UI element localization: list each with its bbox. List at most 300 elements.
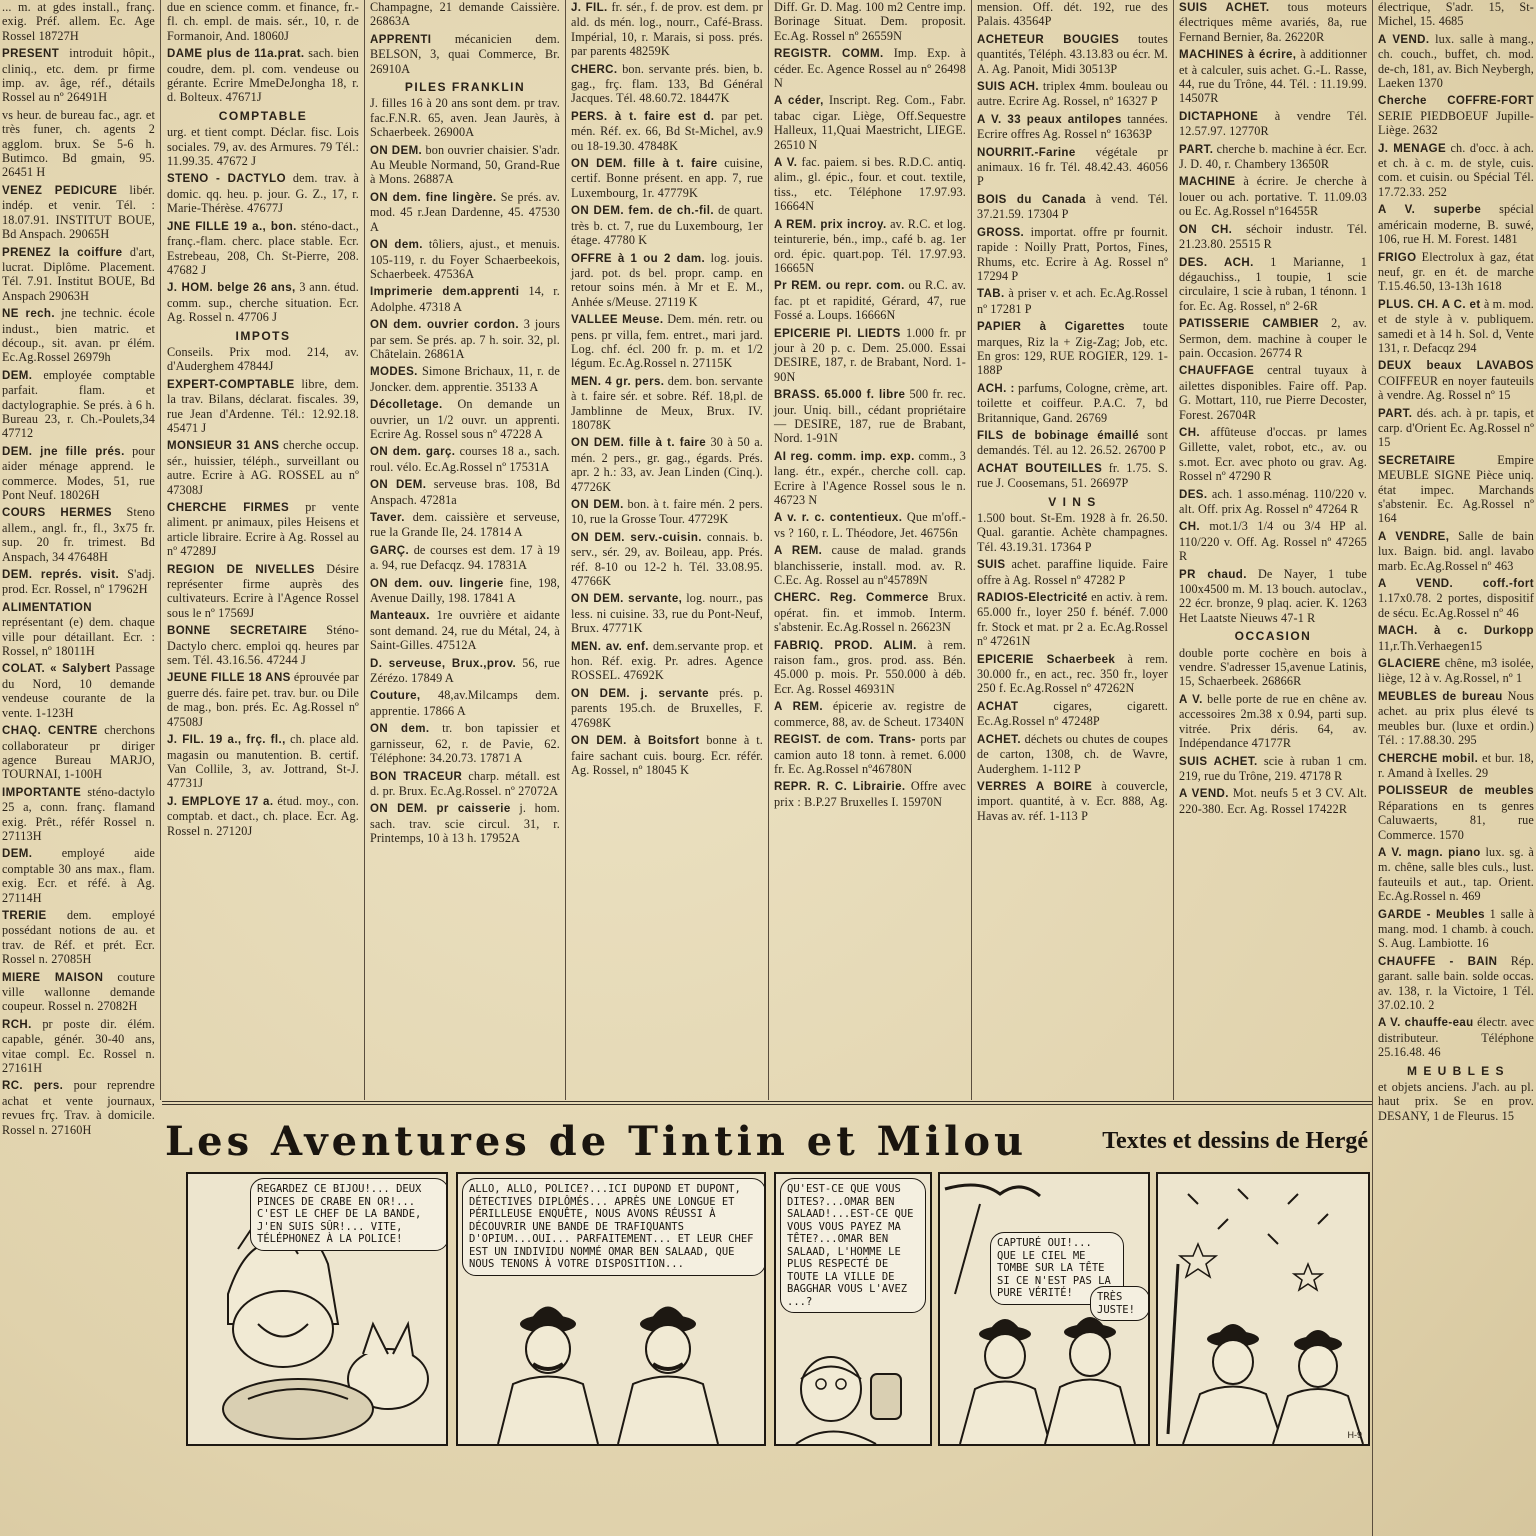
classified-ad-lead: ACHAT bbox=[977, 700, 1019, 713]
classified-ad-text: Réparations en ts genres Caluwaerts, 81, rue Commerce. 1570 bbox=[1378, 798, 1534, 842]
panel-4-speech-bubble-2: TRÈS JUSTE! bbox=[1090, 1286, 1150, 1321]
classified-ad-lead: FILS de bobinage émaillé bbox=[977, 429, 1140, 442]
classified-ad bbox=[368, 656, 562, 689]
classified-ad-text: en activ. à rem. 65.000 fr., loyer 250 f. bénéf. 7.000 fr. Stock et mat. pr 2 a. Ec.Ag.Rossel nº 47261N bbox=[977, 590, 1169, 649]
classified-ad-text: tôliers, ajust., et menuis. 105-119, r. du Foyer Schaerbeekois, Schaerbeek. 47536A bbox=[370, 237, 560, 281]
classified-ad-lead: ON DEM. serv.-cuisin. bbox=[571, 531, 702, 544]
classified-ad-text: prés. p. parents 195.ch. de Bruxelles, F. 47698K bbox=[571, 685, 763, 730]
classified-ad-lead: RC. pers. bbox=[2, 1080, 64, 1093]
classified-ad-lead: PATISSERIE CAMBIER bbox=[1179, 318, 1319, 331]
classified-ad bbox=[1177, 646, 1369, 692]
classified-ad bbox=[368, 364, 562, 397]
classified-ad bbox=[772, 543, 968, 590]
classified-ad bbox=[0, 908, 157, 970]
classified-ad-lead: A REM. bbox=[774, 545, 823, 558]
classified-ad-text: cause de malad. grands blanchisserie, install. mod. av. R. C.Ec. Ag. Rossel au nº45789N bbox=[774, 543, 966, 588]
classified-ad-lead: DEM. jne fille prés. bbox=[2, 445, 125, 458]
classified-ad-lead: MACH. à c. Durkopp bbox=[1378, 625, 1534, 638]
classified-ad-text: serveuse bras. 108, Bd Anspach. 47281a bbox=[370, 477, 560, 507]
classified-ad bbox=[569, 109, 765, 156]
classified-ad-text: importat. offre pr fournit. rapide : Noilly Pratt, Portos, Fines, Rhums, etc. Ecrire à Ag. Rossel nº 17294 P bbox=[977, 224, 1169, 283]
classified-ad bbox=[1376, 406, 1536, 453]
classified-ad-text: 1.17x0.78. 2 portes, dispositif de sécu. Ec.Ag.Rossel nº 46 bbox=[1378, 591, 1534, 620]
classified-ad-lead: J. FIL. 19 a., frç. fl., bbox=[167, 734, 286, 747]
classified-ad-text: Conseils. Prix mod. 214, av. d'Auderghem 47844J bbox=[167, 344, 359, 374]
classified-ad bbox=[368, 143, 562, 190]
classified-ad-text: log. nourr., pas less. ni cuisine. 33, rue du Pont-Neuf, Brux. 47771K bbox=[571, 591, 763, 636]
classified-ad bbox=[1376, 783, 1536, 845]
column-rule bbox=[1372, 0, 1373, 1536]
classified-ad-text: d'art, lucrat. Diplôme. Placement. Tél. 7.91. Institut BOUE, Bd Anspach 29063H bbox=[2, 244, 155, 303]
classified-ad-text: 30 à 50 a. mén. 2 pers., gr. gag., égards. Prés. apr. 2 h.: 33, av. Jean Linden (Cinq.). 47726K bbox=[571, 435, 763, 494]
classified-ad bbox=[1177, 425, 1369, 487]
classified-ad-text: dem. employé possédant notions de au. et trav. de Réf. et prét. Ecr. Rossel n. 27085H bbox=[2, 907, 155, 967]
classified-ad-lead: ACHAT BOUTEILLES bbox=[977, 462, 1103, 475]
classified-ad bbox=[1177, 174, 1369, 221]
classified-ad-text: électrique, S'adr. 15, St-Michel, 15. 4685 bbox=[1378, 0, 1534, 29]
classified-ad bbox=[1376, 0, 1536, 32]
classified-ad-text: cherchons collaborateur pr diriger agence Bureau MARJO, TOURNAI, 1-100H bbox=[2, 723, 155, 782]
classified-ad-text: 11,r.Th.Verhaegen15 bbox=[1378, 638, 1483, 653]
classified-ad-lead: IMPORTANTE bbox=[2, 786, 82, 799]
classified-ad-text: Brux. opérat. fin. et immob. Interm. s'abstenir. Ec.Ag.Rossel n. 26623N bbox=[774, 590, 966, 635]
classified-ad-text: cuisine, certif. Bonne présent. en app. 7, rue Luxembourg, 1r. 47779K bbox=[571, 156, 763, 200]
classified-ad-text: 48,av.Milcamps dem. apprentie. 17866 A bbox=[370, 688, 560, 718]
classified-ad-text: De Nayer, 1 tube 100x4500 m. M. 13 bouch. autoclav., 22 écr. bronze, 9 plaq. acier. K. 1263 Het Laatste Nieuws 47-1 R bbox=[1179, 566, 1367, 625]
classified-ad-text: 1.000 fr. pr jour à 20 p. c. Dem. 25.000. Essai DESIRE, 187, r. de Brabant, Nord. 1-90N bbox=[774, 325, 967, 384]
classified-ad-text: pr vente aliment. pr animaux, piles Heisens et article libraire. Ecrire à Ag. Rossel au nº 47289J bbox=[167, 500, 360, 559]
classified-ad-text: Electrolux à gaz, état neuf, gr. en ét. de marche T.15.46.50, 13-13h 1618 bbox=[1378, 249, 1534, 294]
classified-ad-text: pour reprendre achat et vente journaux, revues frç. Trav. à domicile. Rossel n. 27160H bbox=[2, 1078, 155, 1137]
classified-ad-text: Steno allem., angl. fr., fl., 3x75 fr. sup. 20 fr. trimest. Bd Anspach, 34 47648H bbox=[2, 505, 155, 564]
classified-ad bbox=[1177, 519, 1369, 566]
classified-ad bbox=[1376, 576, 1536, 623]
classified-ad bbox=[1376, 141, 1536, 203]
classified-ad-lead: GARDE - Meubles bbox=[1378, 908, 1485, 921]
classified-ad-lead: TRERIE bbox=[2, 909, 47, 922]
classified-ad-text: mécanicien dem. BELSON, 3, quai Commerce, Br. 26910A bbox=[370, 31, 560, 76]
classified-ad bbox=[975, 428, 1170, 461]
classified-ad-lead: TAB. bbox=[977, 288, 1005, 301]
column-rule bbox=[565, 0, 566, 1100]
classified-ad-lead: CH. bbox=[1179, 426, 1201, 439]
classified-ad-lead: PR chaud. bbox=[1179, 568, 1247, 581]
classified-ad-text: comm., 3 lang. étr., expér., cherche coll. cap. Ecrire à l'Agence Rossel sous le n. 46723 N bbox=[774, 448, 966, 507]
classified-ad-text: spécial américain moderne, B. suwé, 106, rue H. M. Forest. 1481 bbox=[1378, 202, 1534, 247]
classified-ad-text: fac. paiem. si bes. R.D.C. antiq. alim., gl. épic., four. et cout. textile, tiss., etc. Téléphone 17.97.93. 16664N bbox=[774, 155, 966, 214]
classified-ad bbox=[1177, 142, 1369, 175]
classified-ad bbox=[165, 500, 361, 562]
classified-ad bbox=[772, 155, 968, 217]
classified-ad-lead: PERS. à t. faire est d. bbox=[571, 110, 715, 123]
classified-ad-text: ch. place ald. magasin ou manutention. B. certif. Van Collile, 3, av. Jottrand, St-J. 47731J bbox=[167, 732, 359, 791]
classified-ad bbox=[1177, 255, 1369, 317]
classified-ad-lead: ON dem. bbox=[370, 723, 430, 736]
classified-ad-lead: ON CH. bbox=[1179, 223, 1233, 236]
classified-ad bbox=[975, 511, 1170, 557]
classified-ad bbox=[1177, 316, 1369, 363]
classified-ad bbox=[1177, 0, 1369, 47]
classified-ad-lead: ON dem. fine lingère. bbox=[370, 191, 497, 204]
classified-ad-lead: A VENDRE, bbox=[1378, 530, 1450, 543]
classified-ad bbox=[368, 0, 562, 32]
panel-2-speech-bubble: ALLO, ALLO, POLICE?...ICI DUPOND ET DUPONT, DÉTECTIVES DIPLÔMÉS... APRÈS UNE LONGUE ET PÉRILLEUSE ENQUÊTE, NOUS AVONS RÉUSSI À DÉCOUVRIR UNE BANDE DE TRAFIQUANTS D'OPIUM...OUI... PARFAITEMENT... ET LEUR CHEF EST UN INDIVIDU NOMMÉ OMAR BEN SALAAD, QUE NOUS TENONS À VOTRE DISPOSITION... bbox=[462, 1178, 766, 1276]
classified-ad-lead: SUIS ACH. bbox=[977, 81, 1039, 94]
classified-ad-lead: DAME plus de 11a.prat. bbox=[167, 48, 305, 61]
classified-ad-text: jne technic. école indust., bien matric. et découp., sit. avan. pr élém. Ec.Ag.Rossel 26979h bbox=[2, 306, 155, 365]
classified-ad-lead: VENEZ PEDICURE bbox=[2, 184, 118, 197]
classified-ad-lead: DES. bbox=[1179, 488, 1208, 501]
classifieds-column-6 bbox=[975, 0, 1170, 826]
classified-ad-lead: SUIS bbox=[977, 559, 1006, 572]
classified-ad-text: électr. avec distributeur. Téléphone 25.16.48. 46 bbox=[1378, 1015, 1534, 1060]
classified-ad bbox=[1177, 363, 1369, 425]
classified-ad-text: bonne à t. faire sachant cuis. bourg. Ecr. référ. Ag. Rossel, nº 18045 K bbox=[571, 733, 763, 777]
classified-ad-text: Champagne, 21 demande Caissière. 26863A bbox=[370, 0, 560, 29]
classified-ad-lead: ON DEM. à Boitsfort bbox=[571, 735, 700, 748]
classified-ad-text: av. R.C. et log. teinturerie, bén., imp., café b. ag. 1er ord. épic. quart.pop. Tél. 17.97.93. 16665N bbox=[774, 216, 966, 275]
classified-ad bbox=[772, 699, 968, 732]
classified-ad bbox=[368, 721, 562, 768]
classified-ad-text: 1.500 bout. St-Em. 1928 à fr. 26.50. Qual. garantie. Achète champagnes. Tél. 43.19.31. 17364 P bbox=[977, 511, 1168, 554]
classifieds-column-2 bbox=[165, 0, 361, 841]
classified-ad-lead: ACHET. bbox=[977, 733, 1021, 746]
classified-ad-text: bon. à t. faire mén. 2 pers. 10, rue la Grosse Tour. 47729K bbox=[571, 497, 764, 527]
classified-ad-text: introduit hôpit., cliniq., etc. dem. pr firme imp. av. âge, réf., détails Rossel au nº 26491H bbox=[2, 46, 155, 105]
classified-ad bbox=[569, 0, 765, 62]
classified-ad-lead: OFFRE à 1 ou 2 dam. bbox=[571, 252, 706, 265]
classified-ad-text: toute marques, Riz la + Zig-Zag; Job, etc. En gros: 129, RUE ROGIER, 129. 1-188P bbox=[977, 319, 1168, 378]
comic-panel-4 bbox=[938, 1172, 1150, 1446]
classified-ad bbox=[569, 62, 765, 109]
classified-ad bbox=[569, 203, 765, 250]
classified-ad bbox=[975, 79, 1170, 112]
classified-ad bbox=[165, 623, 361, 670]
classified-ad bbox=[0, 723, 157, 785]
classified-ad bbox=[0, 444, 157, 506]
classified-ad-lead: DEM. représ. visit. bbox=[2, 569, 120, 582]
column-rule bbox=[971, 0, 972, 1100]
classified-ad-text: courses 18 a., sach. roul. vélo. Ec.Ag.Rossel nº 17531A bbox=[370, 444, 561, 474]
classified-ad bbox=[1177, 222, 1369, 255]
classified-ad-lead: REGION DE NIVELLES bbox=[167, 563, 315, 576]
classified-ad-text: log. jouis. jard. pot. ds bel. propr. camp. en retour soins mén. à Mr et E. M., Anhée s/Meuse. 27119 K bbox=[571, 250, 763, 309]
classified-ad-text: 1re ouvrière et aidante sont demand. 24, rue du Métal, 24, à Saint-Gilles. 47512A bbox=[370, 608, 560, 653]
classified-ad-lead: ON DEM. bbox=[571, 499, 624, 511]
classified-ad bbox=[569, 733, 765, 780]
panel-1-speech-bubble: REGARDEZ CE BIJOU!... DEUX PINCES DE CRABE EN OR!... C'EST LE CHEF DE LA BANDE, J'EN SUIS SÛR!... VITE, TÉLÉPHONEZ À LA POLICE! bbox=[250, 1178, 448, 1251]
classified-ad-lead: ON dem. ouv. lingerie bbox=[370, 577, 504, 590]
classified-ad-lead: A V. superbe bbox=[1378, 204, 1482, 217]
classifieds-column-4 bbox=[569, 0, 765, 780]
classified-ad bbox=[0, 785, 157, 847]
classified-ad-text: à priser v. et ach. Ec.Ag.Rossel nº 17281 P bbox=[977, 286, 1168, 316]
classified-ad-text: fr. 1.75. S. rue J. Coosemans, 51. 26697P bbox=[977, 460, 1168, 491]
classified-ad bbox=[772, 93, 968, 155]
classified-ad-text: épicerie av. registre de commerce, 88, av. de Scheut. 17340N bbox=[774, 699, 966, 729]
classified-ad-text: bon. servante prés. bien, b. gag., frç. flam. 133, Bd Général Jacques. Tél. 48.60.72. 18447K bbox=[571, 61, 763, 106]
classified-ad bbox=[975, 699, 1170, 732]
classified-ad-text: mot.1/3 1/4 ou 3/4 HP al. 110/220 v. Off. Ag. Rossel nº 47265 R bbox=[1179, 519, 1367, 564]
classified-ad bbox=[772, 732, 968, 779]
classified-ad bbox=[1177, 786, 1369, 819]
classifieds-column-8 bbox=[1376, 0, 1536, 1536]
classified-ad-lead: Couture, bbox=[370, 690, 421, 703]
classified-ad bbox=[975, 192, 1170, 225]
classified-ad bbox=[569, 374, 765, 436]
classified-ad bbox=[1376, 529, 1536, 576]
classified-ad bbox=[975, 32, 1170, 79]
classified-ad bbox=[1177, 692, 1369, 754]
classified-ad-lead: ALIMENTATION bbox=[2, 601, 92, 614]
classified-ad-lead: DES. ACH. bbox=[1179, 256, 1254, 269]
classified-ad-lead: A céder, bbox=[774, 95, 824, 108]
classified-ad bbox=[975, 732, 1170, 779]
classified-ad bbox=[569, 591, 765, 638]
classified-ad-lead: MEUBLES de bureau bbox=[1378, 690, 1503, 703]
classified-ad bbox=[0, 108, 157, 183]
classified-ad bbox=[569, 312, 765, 374]
classified-ad bbox=[975, 112, 1170, 145]
classified-ad bbox=[368, 769, 562, 802]
classified-ad bbox=[1177, 487, 1369, 520]
classified-ad bbox=[368, 190, 562, 237]
comic-banner bbox=[165, 1112, 1370, 1172]
comic-panel-2 bbox=[456, 1172, 766, 1446]
classified-ad-lead: ON DEM. bbox=[370, 144, 423, 157]
classified-ad bbox=[165, 794, 361, 841]
panel-3-speech-bubble: QU'EST-CE QUE VOUS DITES?...OMAR BEN SALAAD!...EST-CE QUE VOUS VOUS PAYEZ MA TÊTE?...OMAR BEN SALAAD, L'HOMME LE PLUS RESPECTÉ DE TOUTE LA VILLE DE BAGGHAR VOUS L'AVEZ ...? bbox=[780, 1178, 926, 1313]
classified-ad-lead: FABRIQ. PROD. ALIM. bbox=[774, 639, 917, 652]
classified-ad bbox=[165, 280, 361, 327]
classified-ad bbox=[975, 557, 1170, 590]
classified-ad-text: tous moteurs électriques même avariés, 8a, rue Fernand Bernier, 8a. 26220R bbox=[1179, 0, 1367, 44]
classified-ad-text: Rép. garant. salle bain. solde occas. av. 138, r. la Victoire, 1 Tél. 37.02.10. 2 bbox=[1378, 953, 1534, 1012]
classified-ad bbox=[569, 497, 765, 530]
classified-ad bbox=[772, 590, 968, 637]
classified-ad-lead: SUIS ACHET. bbox=[1179, 755, 1258, 768]
classified-ad-text: 14, r. Adolphe. 47318 A bbox=[370, 284, 560, 314]
classified-ad-text: sténo-dactylo 25 a, conn. franç. flamand exig. Prêt., référ Rossel n. 27113H bbox=[2, 784, 155, 843]
classified-ad bbox=[772, 449, 968, 511]
classified-ad-text: scie à ruban 1 cm. 219, rue du Trône, 219. 47178 R bbox=[1179, 753, 1367, 783]
classified-ad bbox=[1177, 47, 1369, 109]
classified-section-heading: IMPOTS bbox=[235, 328, 291, 343]
classified-ad bbox=[1376, 954, 1536, 1016]
classified-ad-lead: A VEND. bbox=[1378, 33, 1430, 46]
classified-ad-text: 500 fr. rec. jour. Uniq. bill., cédant propriétaire — DESIRE, 187, rue de Brabant, Nord. 1-91N bbox=[774, 387, 967, 446]
classified-ad-lead: BOIS du Canada bbox=[977, 193, 1086, 206]
classifieds-column-7 bbox=[1177, 0, 1369, 819]
classified-ad-lead: J. MENAGE bbox=[1378, 142, 1447, 155]
classified-ad-lead: DICTAPHONE bbox=[1179, 110, 1259, 123]
classified-ad bbox=[0, 0, 157, 46]
classified-ad bbox=[772, 46, 968, 93]
classifieds-column-1 bbox=[0, 0, 157, 1140]
classified-ad-text: COIFFEUR en noyer fauteuils à vendre. Ag. Rossel nº 15 bbox=[1378, 373, 1534, 403]
classified-ad-text: et bur. 18, r. Amand à Ixelles. 29 bbox=[1378, 750, 1534, 780]
classified-section-heading: COMPTABLE bbox=[218, 108, 308, 123]
classified-ad-lead: GLACIERE bbox=[1378, 658, 1441, 671]
classified-ad bbox=[1376, 689, 1536, 751]
classified-ad bbox=[772, 779, 968, 812]
classified-ad bbox=[165, 125, 361, 171]
classified-ad-text: Empire MEUBLE SIGNE Pièce uniq. état impec. Marchands s'abstenir. Ec. Ag.Rossel nº 164 bbox=[1378, 452, 1534, 526]
classified-ad-text: mension. Off. dét. 192, rue des Palais. 43564P bbox=[977, 0, 1168, 29]
classified-ad-text: cherche b. machine à écr. Ecr. J. D. 40, r. Chambery 13650R bbox=[1179, 141, 1367, 172]
classified-ad bbox=[1376, 453, 1536, 529]
classified-ad-text: Se prés. av. mod. 45 r.Jean Dardenne, 45. 47530 A bbox=[370, 189, 560, 234]
classified-ad-lead: J. FIL. bbox=[571, 2, 608, 14]
classified-ad-text: sténo-dact., franç.-flam. cherc. place stable. Ecr. Estrebeau, 208, Ch. St-Pierre, 208. 47682 J bbox=[167, 218, 359, 277]
classified-ad-lead: CHERCHE mobil. bbox=[1378, 752, 1479, 765]
classifieds-column-5 bbox=[772, 0, 968, 812]
column-rule bbox=[768, 0, 769, 1100]
classified-ad bbox=[569, 686, 765, 733]
classified-ad bbox=[569, 435, 765, 497]
classified-ad bbox=[165, 670, 361, 732]
classified-ad-lead: A V. bbox=[774, 157, 798, 170]
classified-ad-text: 3 ann. étud. comm. sup., cherche situation. Ecr. Ag. Rossel n. 47706 J bbox=[167, 280, 360, 325]
classified-ad bbox=[772, 0, 968, 46]
classified-ad-text: pr poste dir. élém. capable, génér. 30-40 ans, vitae compl. Ec. Rossel n. 27161H bbox=[2, 1016, 155, 1076]
classified-ad-text: double porte cochère en bois à vendre. S'adresser 15,avenue Latinis, 15, Schaerbeek. 26866R bbox=[1179, 645, 1367, 689]
classified-ad-text: tr. bon tapissier et garnisseur, 62, r. de Pavie, 62. Téléphone: 34.20.73. 17871 A bbox=[370, 721, 560, 766]
classified-ad bbox=[165, 345, 361, 377]
classified-ad-lead: GROSS. bbox=[977, 226, 1025, 239]
classified-ad bbox=[0, 1017, 157, 1079]
classified-ad-lead: ON DEM. j. servante bbox=[571, 687, 709, 700]
classified-ad-text: toutes quantités, Téléph. 43.13.83 ou écr. M. A. Ag. Panoit, Midi 30513P bbox=[977, 31, 1168, 76]
classified-ad-lead: PART. bbox=[1378, 407, 1413, 420]
classified-ad-lead: REGIST. de com. Trans- bbox=[774, 734, 916, 747]
classified-ad-lead: Taver. bbox=[370, 512, 405, 524]
classified-ad-lead: A V. 33 peaux antilopes bbox=[977, 113, 1122, 126]
classified-ad-lead: A V. chauffe-eau bbox=[1378, 1017, 1474, 1030]
classified-ad-text: à rem. 30.000 fr., en act., rec. 350 fr., loyer 250 f. Ec.Ag.Rossel nº 47262N bbox=[977, 651, 1168, 696]
classified-ad bbox=[165, 562, 361, 624]
classified-ad-text: à m. mod. et de style à v. publiquem. samedi et à 14 h. Sol. d, Vente 131, r. Defacqz 294 bbox=[1378, 296, 1534, 355]
classified-ad-text: et objets anciens. J'ach. au pl. haut prix. Se en prov. DESANY, 1 de Fleurus. 15 bbox=[1378, 1080, 1534, 1123]
classified-ad-lead: NE rech. bbox=[2, 308, 55, 321]
classified-ad-lead: DEM. bbox=[2, 848, 33, 861]
classified-ad-lead: CHAUFFE - BAIN bbox=[1378, 955, 1498, 968]
classified-ad-text: employé aide comptable 30 ans max., flam. exig. Ecr. et réfé. à Ag. 27114H bbox=[2, 846, 155, 905]
classified-ad bbox=[0, 368, 157, 444]
classified-ad-text: végétale pr animaux. 16 fr. Tél. 48.42.43. 46056 P bbox=[977, 144, 1168, 189]
comic-panel-3 bbox=[774, 1172, 932, 1446]
classified-ad-text: 3 jours par sem. Se prés. ap. 7 h. soir. 32, pl. Châtelain. 26861A bbox=[370, 317, 560, 361]
classified-ad-text: S'adj. prod. Ecr. Rossel, nº 17962H bbox=[2, 567, 155, 597]
classified-ad-lead: A v. r. c. contentieux. bbox=[774, 512, 903, 525]
classified-ad bbox=[1376, 32, 1536, 94]
classified-ad-text: 1 salle à mang. mod. 1 chamb. à couch. S. Aug. Lambiotte. 16 bbox=[1378, 906, 1535, 951]
classifieds-column-3 bbox=[368, 0, 562, 849]
classified-ad bbox=[772, 387, 968, 449]
classified-ad-text: J. filles 16 à 20 ans sont dem. pr trav. fac.F.N.R. 65, aven. Jean Jaurès, à Schaerbeek. 26900A bbox=[370, 96, 560, 140]
classified-ad bbox=[975, 319, 1170, 381]
classified-ad-lead: CHERC. bbox=[571, 63, 618, 76]
classified-ad-lead: EXPERT-COMPTABLE bbox=[167, 378, 295, 391]
herge-signature: H-9 bbox=[1347, 1430, 1362, 1440]
classified-ad bbox=[165, 377, 361, 439]
classified-ad bbox=[368, 96, 562, 142]
classified-ad-lead: ON dem. garç. bbox=[370, 446, 456, 459]
classified-ad-lead: STENO - DACTYLO bbox=[167, 173, 286, 186]
classified-ad-lead: MONSIEUR 31 ANS bbox=[167, 440, 280, 453]
classified-ad-text: éprouvée par guerre dés. faire pet. trav. bur. ou Dile de mag., bon. prés. Ec. Ag.Rossel nº 47508J bbox=[167, 670, 359, 729]
classified-ad bbox=[368, 397, 562, 444]
classified-ad-lead: A V. magn. piano bbox=[1378, 846, 1481, 859]
classified-ad-text: belle porte de rue en chêne av. accessoires 2m.38 x 0.94, parti sup. vitrée. Prix déris. 64, av. Indépendance 47177R bbox=[1179, 691, 1368, 751]
classified-ad-text: cherche occup. sér., huissier, téléph., surveillant ou autre. Ecrire à AG. ROSSEL au nº 47308J bbox=[167, 438, 359, 497]
classified-ad bbox=[975, 461, 1170, 494]
classified-ad bbox=[0, 183, 157, 245]
classified-ad-text: SERIE PIEDBOEUF Jupille-Liège. 2632 bbox=[1378, 108, 1534, 138]
classified-ad-lead: DEM. bbox=[2, 369, 33, 382]
classified-ad-lead: ON dem. ouvrier cordon. bbox=[370, 319, 519, 332]
classified-ad-lead: ON DEM. fem. de ch.-fil. bbox=[571, 205, 714, 218]
classified-ad-text: chêne, m3 isolée, liège, 12 à v. Ag.Rossel, nº 1 bbox=[1378, 656, 1534, 686]
classified-ad-lead: Imprimerie dem.apprenti bbox=[370, 286, 520, 299]
classified-ad bbox=[368, 688, 562, 721]
classified-ad-text: achet. paraffine liquide. Faire offre à Ag. Rossel nº 47282 P bbox=[977, 557, 1168, 587]
classified-ad-lead: GARÇ. bbox=[370, 544, 410, 557]
classified-ad-lead: CH. bbox=[1179, 521, 1201, 534]
classified-ad-text: couture ville wallonne demande coupeur. Rossel n. 27082H bbox=[2, 969, 156, 1014]
classified-ad-lead: CHAUFFAGE bbox=[1179, 365, 1255, 378]
classified-ad bbox=[368, 576, 562, 609]
classified-ad-text: ou R.C. av. fac. pt et rapidité, Gérard, 47, rue Fossé a. Loups. 16666N bbox=[774, 278, 966, 323]
classified-ad-text: Offre avec prix : B.P.27 Bruxelles I. 15970N bbox=[774, 779, 966, 809]
classified-ad bbox=[0, 661, 157, 723]
classified-ad-lead: ACHETEUR BOUGIES bbox=[977, 33, 1120, 46]
classified-ad-text: fr. sér., f. de prov. est dem. pr ald. ds mén. log., nourr., Café-Brass. Impérial, 10, r. Marais, si poss. prés. par parents 48259K bbox=[571, 0, 764, 59]
classified-ad-text: dem.servante prop. et hon. Réf. exig. Pr. adres. Agence ROSSEL. 47692K bbox=[571, 638, 763, 683]
classified-ad bbox=[0, 846, 157, 908]
classified-ad-lead: MIERE MAISON bbox=[2, 971, 104, 984]
classified-ad-lead: ON DEM. fille à t. faire bbox=[571, 158, 718, 171]
classified-ad-lead: Cherche COFFRE-FORT bbox=[1378, 95, 1534, 108]
classified-ad-text: bon ouvrier chaisier. S'adr. Au Meuble Normand, 50, Grand-Rue à Mons. 26887A bbox=[370, 142, 560, 187]
classified-ad-lead: MODES. bbox=[370, 366, 418, 379]
classified-ad-lead: MACHINE bbox=[1179, 176, 1236, 189]
classified-ad bbox=[975, 286, 1170, 319]
classified-ad-text: étud. moy., con. comptab. et dact., ch. place. Ecr. Ag. Rossel n. 27120J bbox=[167, 793, 359, 838]
classified-ad-lead: PAPIER à Cigarettes bbox=[977, 321, 1125, 334]
classified-ad bbox=[368, 32, 562, 79]
classified-ad-lead: PRENEZ la coiffure bbox=[2, 246, 123, 259]
panel-4-speech-bubble: CAPTURÉ OUI!... QUE LE CIEL ME TOMBE SUR LA TÊTE SI CE N'EST PAS LA PURE VÉRITÉ! bbox=[990, 1232, 1124, 1305]
classified-ad-text: fine, 198, Avenue Dailly, 198. 17841 A bbox=[370, 575, 561, 606]
classified-ad-text: vs heur. de bureau fac., agr. et très funer, ch. agents 2 agglom. brux. Se 5-6 h. Butimco. Bd gmain, 95. 26451 H bbox=[2, 107, 155, 180]
classified-ad-text: déchets ou chutes de coupes de carton, 1308, ch. de Wavre, Auderghem. 1-112 P bbox=[977, 731, 1169, 776]
classified-ad bbox=[368, 444, 562, 477]
classified-ad-text: Imp. Exp. à céder. Ec. Agence Rossel au nº 26498 N bbox=[774, 46, 966, 91]
classified-ad-text: lux. sg. à m. chêne, salle bles culs., lust. fauteuils et aut., tap. Orient. Ec.Ag.Rossel n. 469 bbox=[1378, 844, 1534, 904]
classified-ad bbox=[975, 652, 1170, 699]
classified-ad-lead: COLAT. « Salybert bbox=[2, 663, 111, 676]
classified-ad-lead: BON TRACEUR bbox=[370, 770, 463, 783]
classified-ad-lead: FRIGO bbox=[1378, 251, 1417, 264]
classified-ad-lead: J. HOM. belge 26 ans, bbox=[167, 282, 296, 295]
classified-ad bbox=[368, 801, 562, 848]
classified-ad-lead: A VEND. bbox=[1179, 788, 1229, 801]
classified-ad bbox=[1376, 751, 1536, 784]
classified-ad-text: connais. b. serv., sér. 29, av. Boileau, app. Prés. réf. 8-10 ou 12-2 h. Tél. 33.08.95. 47766K bbox=[571, 529, 763, 589]
panel-5-drawing bbox=[1158, 1174, 1368, 1444]
classified-ad-lead: PRESENT bbox=[2, 48, 60, 61]
